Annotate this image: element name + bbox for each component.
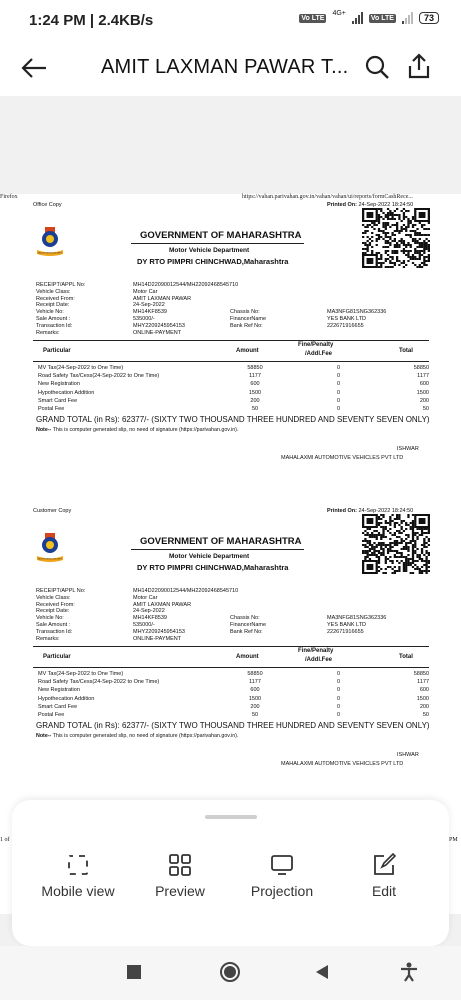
field-label: Transaction Id:	[36, 628, 73, 635]
field-value: Motor Car	[133, 288, 158, 295]
field-label: Transaction Id:	[36, 322, 73, 329]
table-row	[38, 696, 429, 704]
mobile-view-label: Mobile view	[41, 883, 115, 899]
field-label: FinancerName	[230, 316, 267, 322]
table-row	[38, 381, 429, 389]
table-row	[38, 406, 429, 414]
row-fine: 0	[337, 365, 341, 371]
row-amount: 1177	[249, 679, 261, 686]
table-row	[38, 390, 429, 398]
table-row	[38, 398, 429, 406]
field-label: Vehicle Class:	[36, 594, 71, 601]
row-particular: MV Tax(24-Sep-2022 to One Time)	[38, 671, 124, 677]
field-value: AMIT LAXMAN PAWAR	[133, 601, 192, 608]
note-label: Note--	[36, 733, 52, 739]
signal-icon	[352, 12, 363, 24]
field-value: 535000/-	[133, 622, 155, 628]
row-particular: New Registration	[38, 381, 80, 388]
note	[36, 427, 238, 433]
field-label: Sale Amount :	[36, 316, 71, 322]
signer-name: ISHWAR	[397, 446, 419, 452]
row-particular: Postal Fee	[38, 406, 65, 412]
row-amount: 50	[251, 406, 259, 412]
col-amount: Amount	[236, 654, 259, 660]
battery-icon: 73	[419, 12, 439, 24]
row-particular: Road Safety Tax/Cess(24-Sep-2022 to One Time)	[38, 373, 160, 380]
row-amount: 200	[250, 703, 260, 710]
emblem-text: MOTOR VEHICLES DEPT	[38, 252, 62, 255]
row-fine: 0	[337, 679, 341, 686]
table-row	[38, 679, 429, 687]
note-text: This is computer generated slip, no need of signature (https://parivahan.gov.in).	[51, 733, 239, 739]
row-fine: 0	[337, 389, 341, 396]
field-value: MH14KF8539	[133, 615, 167, 622]
browser-header-url: https://vahan.parivahan.gov.in/vahan/vahan/ui/reports/formCashRece...	[242, 194, 413, 200]
recents-square-icon[interactable]	[127, 965, 143, 981]
field-value: YES BANK LTD	[327, 316, 367, 322]
qr-code-icon	[362, 514, 430, 574]
note	[36, 733, 238, 739]
printed-on-label: Printed On:	[327, 202, 357, 208]
row-total: 1500	[416, 389, 429, 396]
field-label: RECEIPT/APPL No:	[36, 588, 86, 594]
projection-monitor-icon	[270, 853, 294, 877]
bottom-toolbar	[12, 800, 449, 946]
maharashtra-emblem-icon	[36, 530, 64, 562]
dealer-name: MAHALAXMI AUTOMOTIVE VEHICLES PVT LTD	[281, 761, 404, 767]
row-total: 58850	[413, 365, 429, 371]
field-label: Receipt Date:	[36, 302, 70, 309]
row-amount: 1500	[248, 389, 262, 396]
table-row	[38, 373, 429, 381]
field-value: ONLINE-PAYMENT	[133, 635, 182, 642]
field-label: RECEIPT/APPL No:	[36, 282, 86, 288]
row-total: 200	[419, 703, 429, 710]
heading-divider	[131, 243, 304, 244]
row-fine: 0	[337, 695, 341, 702]
row-total: 50	[422, 406, 429, 412]
row-particular: New Registration	[38, 687, 80, 694]
dealer-name: MAHALAXMI AUTOMOTIVE VEHICLES PVT LTD	[281, 455, 404, 461]
table-row	[38, 704, 429, 712]
copy-label: Office Copy	[33, 202, 62, 208]
row-total: 200	[419, 397, 429, 404]
note-label: Note--	[36, 427, 52, 433]
field-value: MHY2209245954153	[133, 628, 185, 635]
share-icon[interactable]	[407, 52, 431, 80]
row-particular: Hypothecation Addition	[38, 695, 95, 702]
row-amount: 58850	[247, 365, 263, 371]
col-fine-addl: /Addl.Fee	[305, 657, 333, 663]
back-arrow-icon[interactable]	[20, 56, 48, 80]
table-row	[38, 365, 429, 373]
row-particular: Postal Fee	[38, 712, 65, 718]
row-fine: 0	[337, 381, 341, 388]
search-icon[interactable]	[364, 54, 390, 80]
preview-button[interactable]	[130, 853, 230, 913]
edit-label: Edit	[371, 883, 397, 899]
row-particular: MV Tax(24-Sep-2022 to One Time)	[38, 365, 124, 371]
signal-icon-2	[402, 12, 413, 24]
row-fine: 0	[337, 671, 341, 677]
edit-pencil-icon	[372, 853, 396, 877]
accessibility-icon[interactable]	[400, 962, 418, 982]
printed-on-label: Printed On:	[327, 508, 357, 514]
field-label: Receipt Date:	[36, 608, 70, 615]
field-label: Received From:	[36, 601, 75, 608]
field-value: MA3NFG81SNG362336	[327, 615, 387, 622]
department-name: Motor Vehicle Department	[169, 247, 250, 254]
field-value: MHY2209245954153	[133, 322, 185, 329]
printed-on-value: 24-Sep-2022 18:24:50	[358, 508, 414, 514]
field-value: 24-Sep-2022	[133, 302, 165, 309]
grand-total: GRAND TOTAL (in Rs): 62377/- (SIXTY TWO THOUSAND THREE HUNDRED AND SEVENTY SEVEN ONLY)	[36, 415, 430, 424]
document-title: AMIT LAXMAN PAWAR T...	[101, 56, 349, 78]
row-amount: 58850	[247, 671, 263, 677]
field-label: FinancerName	[230, 622, 267, 628]
field-value: MA3NFG81SNG362336	[327, 309, 387, 316]
col-fine: Fine/Penalty	[298, 342, 334, 348]
field-value: 535000/-	[133, 316, 155, 322]
row-particular: Smart Card Fee	[38, 703, 78, 710]
row-fine: 0	[337, 712, 341, 718]
row-amount: 1177	[249, 373, 261, 380]
row-total: 600	[419, 381, 429, 388]
field-label: Remarks:	[36, 329, 60, 336]
col-fine: Fine/Penalty	[298, 648, 334, 654]
col-particular: Particular	[43, 348, 71, 354]
field-label: Bank Ref No:	[230, 322, 263, 329]
field-label: Chassis No:	[230, 615, 260, 622]
government-heading: GOVERNMENT OF MAHARASHTRA	[140, 230, 302, 241]
row-total: 1177	[417, 679, 429, 686]
field-label: Sale Amount :	[36, 622, 71, 628]
col-particular: Particular	[43, 654, 71, 660]
edit-button[interactable]	[334, 853, 434, 913]
volte-icon-2: Vo LTE	[370, 14, 394, 22]
row-particular: Road Safety Tax/Cess(24-Sep-2022 to One Time)	[38, 679, 160, 686]
row-fine: 0	[337, 397, 341, 404]
fee-table-header	[33, 340, 429, 362]
field-value: 24-Sep-2022	[133, 608, 165, 615]
field-label: Vehicle No:	[36, 309, 64, 316]
col-fine-addl: /Addl.Fee	[305, 351, 333, 357]
system-nav-bar	[0, 946, 461, 1000]
status-icons	[299, 9, 439, 24]
table-row	[38, 687, 429, 695]
row-total: 1177	[417, 373, 429, 380]
mobile-view-icon	[66, 853, 90, 877]
col-total: Total	[399, 654, 413, 660]
field-label: Vehicle Class:	[36, 288, 71, 295]
mobile-view-button[interactable]	[28, 853, 128, 913]
row-fine: 0	[337, 406, 341, 412]
status-bar	[0, 0, 461, 42]
row-amount: 200	[250, 397, 260, 404]
fee-table-header	[33, 646, 429, 668]
app-bar	[0, 42, 461, 96]
row-amount: 600	[250, 687, 260, 694]
field-value: YES BANK LTD	[327, 622, 367, 628]
field-label: Vehicle No:	[36, 615, 64, 622]
field-label: Bank Ref No:	[230, 628, 263, 635]
row-amount: 50	[251, 712, 259, 718]
drag-handle[interactable]	[205, 815, 257, 819]
projection-label: Projection	[250, 883, 314, 899]
row-total: 600	[419, 687, 429, 694]
signer-name: ISHWAR	[397, 752, 419, 758]
field-value: AMIT LAXMAN PAWAR	[133, 295, 192, 302]
field-value: 222671916655	[327, 322, 364, 329]
heading-divider	[131, 549, 304, 550]
grand-total: GRAND TOTAL (in Rs): 62377/- (SIXTY TWO THOUSAND THREE HUNDRED AND SEVENTY SEVEN ONLY)	[36, 721, 430, 730]
row-total: 58850	[413, 671, 429, 677]
printed-on-value: 24-Sep-2022 18:24:50	[358, 202, 414, 208]
network-type: 4G+	[332, 9, 346, 17]
row-amount: 1500	[248, 695, 262, 702]
row-particular: Hypothecation Addition	[38, 389, 95, 396]
qr-code-icon	[362, 208, 430, 268]
field-value: 222671916655	[327, 628, 364, 635]
page-footer-right: PM	[449, 837, 458, 843]
back-triangle-icon[interactable]	[314, 964, 330, 980]
field-value: MH14D22090012544/MH22092468545710	[133, 588, 239, 594]
row-particular: Smart Card Fee	[38, 397, 78, 404]
col-total: Total	[399, 348, 413, 354]
department-name: Motor Vehicle Department	[169, 553, 250, 560]
row-total: 50	[422, 712, 429, 718]
government-heading: GOVERNMENT OF MAHARASHTRA	[140, 536, 302, 547]
volte-icon: Vo LTE	[301, 14, 325, 22]
emblem-text: MOTOR VEHICLES DEPT	[38, 558, 62, 561]
preview-label: Preview	[155, 883, 205, 899]
row-fine: 0	[337, 703, 341, 710]
page-footer-left: 1 of	[0, 837, 10, 843]
field-label: Chassis No:	[230, 309, 260, 316]
field-label: Received From:	[36, 295, 75, 302]
field-value: ONLINE-PAYMENT	[133, 329, 182, 336]
browser-header-left: Firefox	[0, 194, 18, 200]
row-fine: 0	[337, 687, 341, 694]
table-row	[38, 712, 429, 720]
row-total: 1500	[416, 695, 429, 702]
note-text: This is computer generated slip, no need of signature (https://parivahan.gov.in).	[51, 427, 239, 433]
home-circle-icon[interactable]	[219, 961, 241, 983]
col-amount: Amount	[236, 348, 259, 354]
field-value: MH14KF8539	[133, 309, 167, 316]
table-row	[38, 671, 429, 679]
field-value: MH14D22090012544/MH22092468545710	[133, 282, 239, 288]
projection-button[interactable]	[232, 853, 332, 913]
row-amount: 600	[250, 381, 260, 388]
field-value: Motor Car	[133, 594, 158, 601]
preview-grid-icon	[168, 853, 192, 877]
rto-office: DY RTO PIMPRI CHINCHWAD,Maharashtra	[137, 563, 289, 572]
maharashtra-emblem-icon	[36, 224, 64, 256]
row-fine: 0	[337, 373, 341, 380]
rto-office: DY RTO PIMPRI CHINCHWAD,Maharashtra	[137, 257, 289, 266]
field-label: Remarks:	[36, 635, 60, 642]
status-time: 1:24 PM | 2.4KB/s	[29, 12, 154, 29]
copy-label: Customer Copy	[33, 508, 72, 514]
